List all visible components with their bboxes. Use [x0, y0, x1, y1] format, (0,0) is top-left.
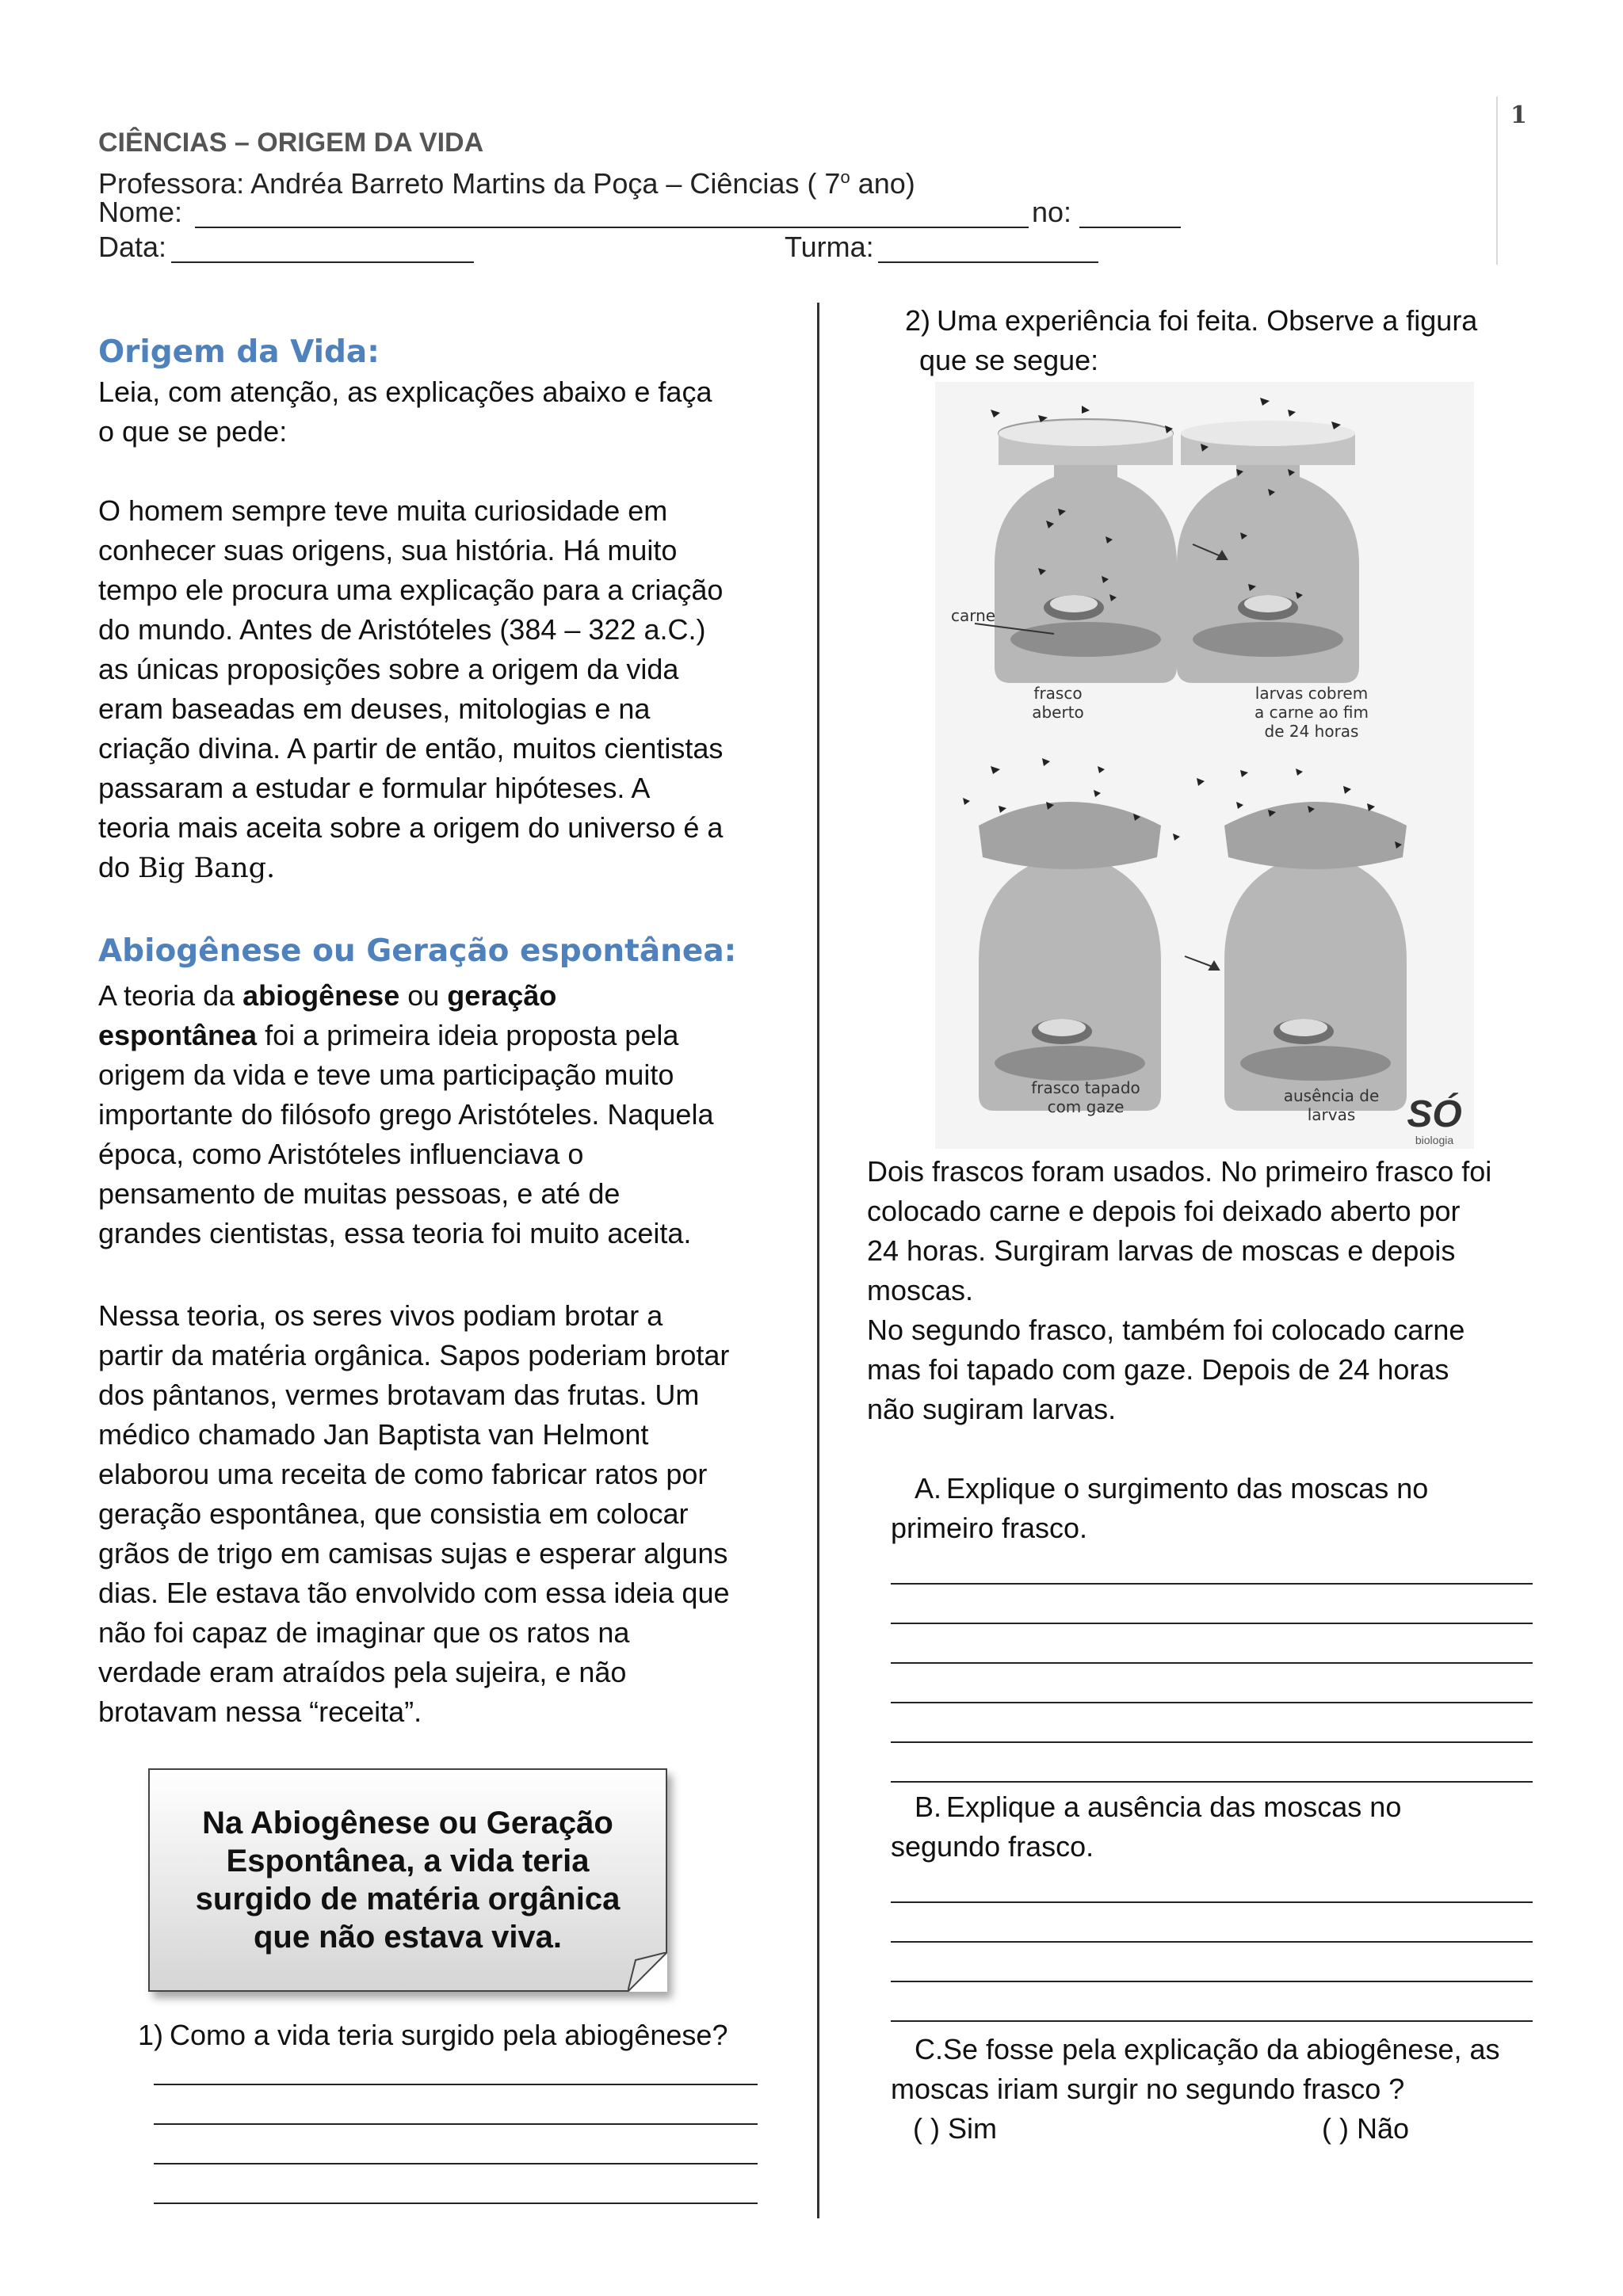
paragraph-3	[98, 1296, 796, 1732]
paragraph-line: época, como Aristóteles influenciava o	[98, 1138, 584, 1170]
text-prefix: do	[98, 851, 139, 883]
big-bang-term: Big Bang.	[138, 852, 276, 884]
intro-line: o que se pede:	[98, 415, 288, 448]
name-label: Nome:	[98, 196, 183, 228]
page-number: 1	[1510, 101, 1527, 129]
qb-text-2: segundo frasco.	[891, 1830, 1094, 1863]
callout-box	[148, 1768, 667, 1992]
paragraph-line: grandes cientistas, essa teoria foi muito aceita.	[98, 1217, 692, 1249]
label-ausencia-2: larvas	[1307, 1105, 1356, 1124]
qb-answer-line[interactable]	[891, 1981, 1533, 1982]
callout-text: Na Abiogênese ou Geração Espontânea, a vida teria surgido de matéria orgânica que não estava viva.	[195, 1806, 621, 1955]
paragraph-line: colocado carne e depois foi deixado aberto por	[867, 1195, 1461, 1227]
qa-answer-line[interactable]	[891, 1781, 1533, 1783]
label-carne: carne	[951, 606, 996, 625]
paragraph-line: Dois frascos foram usados. No primeiro frasco foi	[867, 1155, 1492, 1188]
paragraph-line: partir da matéria orgânica. Sapos poderiam brotar	[98, 1339, 730, 1371]
paragraph-line: tempo ele procura uma explicação para a criação	[98, 574, 724, 606]
paragraph-line: pensamento de muitas pessoas, e até de	[98, 1177, 621, 1210]
label-frasco: frasco	[1033, 684, 1083, 703]
label-larvas-2: a carne ao fim	[1254, 703, 1369, 722]
paragraph-line: verdade eram atraídos pela sujeira, e não	[98, 1656, 627, 1688]
qb-text: Explique a ausência das moscas no	[946, 1791, 1402, 1823]
open-jar	[995, 419, 1177, 683]
page-margin-line	[1496, 97, 1498, 265]
covered-jar-no-larvae	[1224, 802, 1407, 1111]
label-tapado-1: frasco tapado	[1031, 1078, 1140, 1097]
q1-answer-line[interactable]	[154, 2163, 758, 2164]
q1-answer-line[interactable]	[154, 2084, 758, 2085]
paragraph-line: No segundo frasco, também foi colocado carne	[867, 1314, 1465, 1346]
class-label: Turma:	[785, 231, 874, 263]
paragraph-line: Nessa teoria, os seres vivos podiam brotar a	[98, 1299, 663, 1332]
paragraph-line: mas foi tapado com gaze. Depois de 24 horas	[867, 1353, 1449, 1386]
qb-answer-line[interactable]	[891, 1901, 1533, 1903]
paragraph-line: elaborou uma receita de como fabricar ratos por	[98, 1458, 708, 1490]
label-larvas-3: de 24 horas	[1264, 722, 1359, 741]
qb-answer-line[interactable]	[891, 1941, 1533, 1943]
heading-abiogenese: Abiogênese ou Geração espontânea:	[98, 933, 737, 969]
paragraph-line	[98, 848, 796, 888]
paragraph-line: teoria mais aceita sobre a origem do universo é a	[98, 811, 724, 844]
paragraph-line: 24 horas. Surgiram larvas de moscas e depois	[867, 1234, 1456, 1267]
teacher-end: ano)	[850, 167, 915, 200]
qa-answer-line[interactable]	[891, 1583, 1533, 1585]
paragraph-line: do mundo. Antes de Aristóteles (384 – 322 a.C.)	[98, 613, 706, 646]
qa-answer-line[interactable]	[891, 1623, 1533, 1624]
qa-text-2: primeiro frasco.	[891, 1512, 1088, 1544]
page-fold-icon	[628, 1952, 667, 1992]
paragraph-line: não foi capaz de imaginar que os ratos na	[98, 1616, 630, 1649]
q1-number: 1)	[138, 2019, 164, 2051]
covered-jar	[979, 802, 1161, 1111]
logo-subtext: biologia	[1415, 1134, 1454, 1146]
intro-paragraph	[98, 372, 796, 452]
teacher-line	[98, 160, 915, 201]
qc-text: C.Se fosse pela explicação da abiogênese, as	[915, 2033, 1500, 2065]
label-ausencia-1: ausência de	[1283, 1086, 1380, 1105]
paragraph-line: O homem sempre teve muita curiosidade em	[98, 494, 668, 527]
paragraph-line: as únicas proposições sobre a origem da vida	[98, 653, 679, 685]
heading-origem-da-vida: Origem da Vida:	[98, 334, 380, 370]
column-divider	[817, 303, 819, 2218]
paragraph-line: médico chamado Jan Baptista van Helmont	[98, 1418, 649, 1451]
paragraph-line: moscas.	[867, 1274, 974, 1306]
q2-text: Uma experiência foi feita. Observe a figura	[937, 304, 1478, 337]
date-blank[interactable]	[171, 261, 474, 263]
paragraph-line	[98, 1016, 796, 1055]
text: ou	[399, 979, 448, 1012]
label-tapado-2: com gaze	[1047, 1097, 1125, 1116]
qb-letter: B.	[915, 1791, 942, 1823]
date-label: Data:	[98, 231, 167, 263]
qa-answer-line[interactable]	[891, 1662, 1533, 1664]
open-jar-larvae	[1177, 421, 1359, 683]
qc-text-2: moscas iriam surgir no segundo frasco ?	[891, 2073, 1405, 2105]
qa-letter: A.	[915, 1472, 942, 1505]
paragraph-1	[98, 491, 796, 888]
paragraph-line: não sugiram larvas.	[867, 1393, 1117, 1425]
document-title: CIÊNCIAS – ORIGEM DA VIDA	[98, 128, 484, 158]
option-sim[interactable]: ( ) Sim	[913, 2112, 997, 2145]
qa-text: Explique o surgimento das moscas no	[946, 1472, 1429, 1505]
q1-text: Como a vida teria surgido pela abiogênese?	[170, 2019, 728, 2051]
paragraph-line: importante do filósofo grego Aristóteles. Naquela	[98, 1098, 714, 1131]
experiment-description	[867, 1152, 1580, 1429]
paragraph-line: origem da vida e teve uma participação muito	[98, 1058, 674, 1091]
option-nao[interactable]: ( ) Não	[1322, 2112, 1410, 2145]
qa-answer-line[interactable]	[891, 1702, 1533, 1703]
class-blank[interactable]	[878, 261, 1098, 263]
q2-number: 2)	[905, 304, 931, 337]
paragraph-line: criação divina. A partir de então, muitos cientistas	[98, 732, 724, 765]
qb-answer-line[interactable]	[891, 2020, 1533, 2022]
paragraph-line: grãos de trigo em camisas sujas e esperar alguns	[98, 1537, 728, 1569]
text: foi a primeira ideia proposta pela	[257, 1019, 679, 1051]
qa-answer-line[interactable]	[891, 1741, 1533, 1743]
teacher-text: Professora: Andréa Barreto Martins da Poça – Ciências ( 7	[98, 167, 841, 200]
paragraph-line: passaram a estudar e formular hipóteses. A	[98, 772, 651, 804]
label-aberto: aberto	[1032, 703, 1084, 722]
term-espontanea: espontânea	[98, 1019, 258, 1051]
paragraph-line	[98, 976, 796, 1016]
paragraph-line: dias. Ele estava tão envolvido com essa ideia que	[98, 1577, 730, 1609]
term-geracao: geração	[447, 979, 557, 1012]
number-label: no:	[1032, 196, 1072, 228]
paragraph-line: eram baseadas em deuses, mitologias e na	[98, 692, 651, 725]
q2-text-2: que se segue:	[919, 344, 1099, 376]
logo-text: SÓ	[1407, 1093, 1462, 1135]
intro-line: Leia, com atenção, as explicações abaixo e faça	[98, 376, 712, 408]
q1-answer-line[interactable]	[154, 2203, 758, 2204]
paragraph-2	[98, 976, 796, 1253]
paragraph-line: geração espontânea, que consistia em colocar	[98, 1497, 689, 1530]
label-larvas-1: larvas cobrem	[1254, 684, 1369, 703]
teacher-superscript: o	[840, 167, 850, 187]
number-blank[interactable]	[1079, 227, 1181, 228]
text: A teoria da	[98, 979, 243, 1012]
paragraph-line: conhecer suas origens, sua história. Há muito	[98, 534, 678, 566]
name-blank[interactable]	[195, 227, 1029, 228]
paragraph-line: brotavam nessa “receita”.	[98, 1695, 422, 1728]
experiment-figure	[935, 382, 1474, 1149]
paragraph-line: dos pântanos, vermes brotavam das frutas. Um	[98, 1379, 700, 1411]
term-abiogenese: abiogênese	[242, 979, 400, 1012]
q1-answer-line[interactable]	[154, 2123, 758, 2125]
